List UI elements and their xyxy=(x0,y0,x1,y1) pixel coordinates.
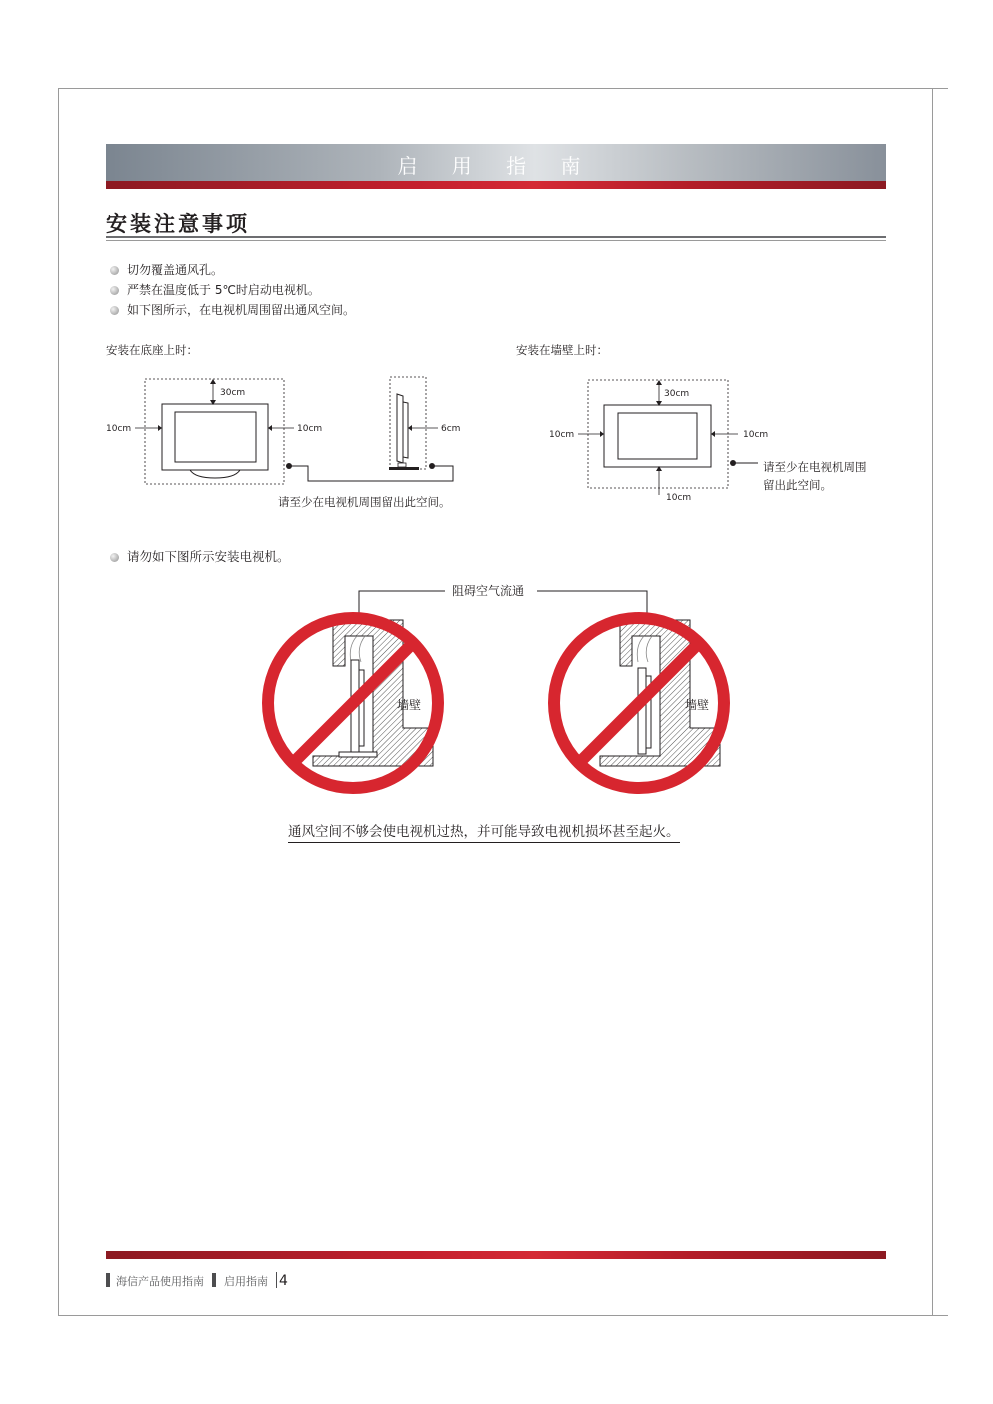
stand-right-label: 10cm xyxy=(297,424,323,434)
page-frame-left xyxy=(58,88,59,1316)
footer-red-band xyxy=(106,1251,886,1259)
bullet-dot-icon xyxy=(110,266,119,275)
tv-side-icon xyxy=(389,377,426,470)
blocked-airflow-label: 阻碍空气流通 xyxy=(452,584,525,598)
overheat-warning: 通风空间不够会使电视机过热，并可能导致电视机损坏甚至起火。 xyxy=(288,820,680,843)
bullet-item: 严禁在温度低于 5℃时启动电视机。 xyxy=(110,282,320,298)
footer-section: 启用指南 xyxy=(224,1275,268,1288)
wall-label-left: 墙壁 xyxy=(397,698,422,712)
stand-back-label: 6cm xyxy=(441,424,461,434)
wall-note xyxy=(763,458,867,494)
footer xyxy=(106,1272,288,1288)
prohibited-install-right xyxy=(554,618,724,788)
header-title: 启 用 指 南 xyxy=(397,154,595,178)
wall-note-line-1: 请至少在电视机周围 xyxy=(763,460,867,474)
header-red-band xyxy=(106,181,886,189)
footer-marker xyxy=(106,1273,110,1287)
title-rule-thin xyxy=(106,240,886,241)
tv-front-icon xyxy=(604,405,711,467)
bullet-dot-icon xyxy=(110,553,119,562)
header-banner xyxy=(106,144,886,181)
wall-note-line-2: 留出此空间。 xyxy=(763,478,832,492)
wall-caption: 安装在墙壁上时： xyxy=(516,343,608,357)
footer-divider xyxy=(276,1272,277,1288)
wall-top-label: 30cm xyxy=(664,389,690,399)
page-number: 4 xyxy=(279,1273,288,1289)
prohibited-install-left xyxy=(268,618,438,788)
stand-note: 请至少在电视机周围留出此空间。 xyxy=(278,495,451,509)
bullet-item: 如下图所示，在电视机周围留出通风空间。 xyxy=(110,302,355,318)
stand-caption: 安装在底座上时： xyxy=(106,343,198,357)
bullet-item: 请勿如下图所示安装电视机。 xyxy=(110,549,290,565)
wall-bottom-label: 10cm xyxy=(666,493,692,503)
stand-left-label: 10cm xyxy=(106,424,132,434)
stand-top-label: 30cm xyxy=(220,388,246,398)
wall-left-label: 10cm xyxy=(549,430,575,440)
wall-label-right: 墙壁 xyxy=(685,698,710,712)
footer-brand: 海信产品使用指南 xyxy=(116,1275,204,1288)
wall-clearance-diagram xyxy=(540,372,790,512)
bullet-dot-icon xyxy=(110,286,119,295)
page-frame-bottom xyxy=(58,1315,948,1316)
section-title: 安装注意事项 xyxy=(106,211,250,236)
tv-front-icon xyxy=(162,404,268,478)
page-frame-right xyxy=(932,88,933,1316)
footer-marker xyxy=(212,1273,216,1287)
page-frame-top xyxy=(58,88,948,89)
title-rule xyxy=(106,236,886,238)
bullet-item: 切勿覆盖通风孔。 xyxy=(110,262,223,278)
improper-installation-diagram xyxy=(255,578,745,803)
bullet-dot-icon xyxy=(110,306,119,315)
wall-right-label: 10cm xyxy=(743,430,769,440)
